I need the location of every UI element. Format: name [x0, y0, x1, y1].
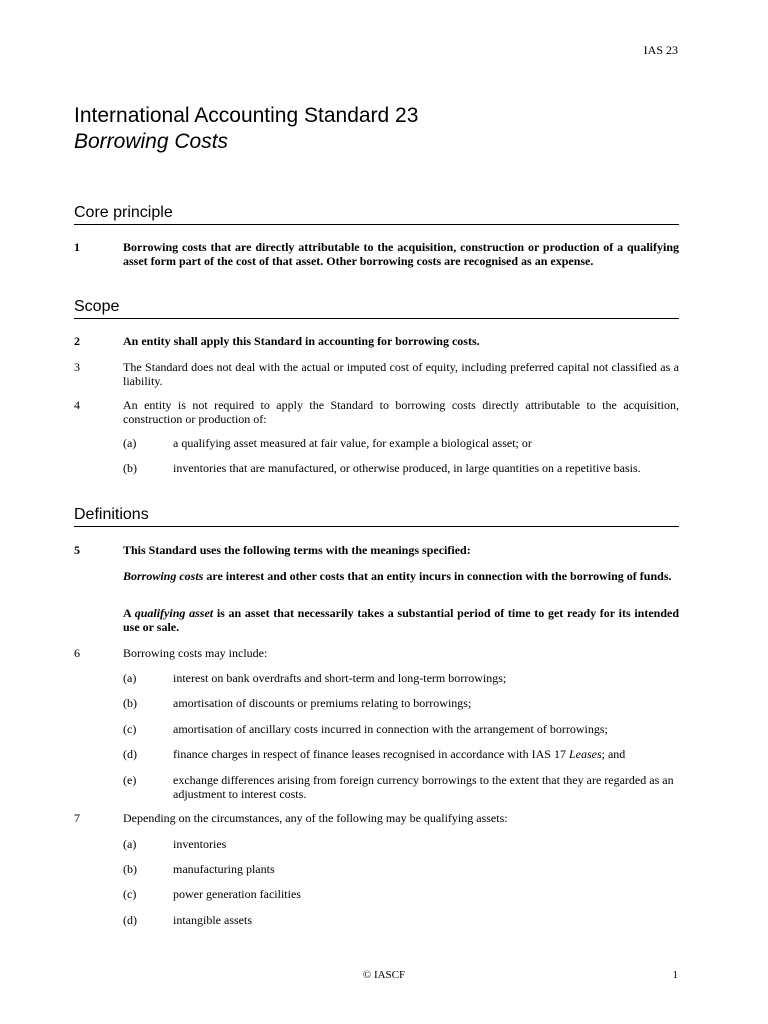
list-item — [123, 722, 679, 736]
list-item — [123, 913, 679, 927]
paragraph-number: 5 — [74, 543, 80, 557]
paragraph-1 — [74, 240, 679, 268]
list-item-text: amortisation of ancillary costs incurred in connection with the arrangement of borrowings; — [173, 722, 608, 736]
document-id: IAS 23 — [643, 43, 678, 57]
paragraph-number: 7 — [74, 811, 80, 825]
list-item-label: (b) — [123, 461, 137, 475]
definition-qualifying-asset — [74, 606, 679, 634]
list-item-text: amortisation of discounts or premiums relating to borrowings; — [173, 696, 472, 710]
definition-text: is an asset that necessarily takes a substantial period of time to get ready for its intended use or sale. — [123, 606, 680, 634]
list-item — [123, 887, 679, 901]
paragraph-text: Depending on the circumstances, any of the following may be qualifying assets: — [123, 811, 508, 825]
paragraph-number: 3 — [74, 360, 80, 374]
list-item — [123, 862, 679, 876]
paragraph-number: 6 — [74, 646, 80, 660]
list-item-text: inventories — [173, 837, 227, 851]
list-item-label: (c) — [123, 722, 137, 736]
paragraph-6 — [74, 646, 679, 660]
paragraph-3 — [74, 360, 679, 388]
paragraph-number: 4 — [74, 398, 80, 412]
list-item-label: (a) — [123, 671, 137, 685]
list-item — [123, 773, 679, 801]
list-item-text: a qualifying asset measured at fair value, for example a biological asset; or — [173, 436, 532, 450]
footer-copyright: © IASCF — [362, 969, 406, 981]
paragraph-text: The Standard does not deal with the actual or imputed cost of equity, including preferred capital not classified as a liability. — [123, 360, 679, 388]
list-item — [123, 696, 679, 710]
list-item-text: power generation facilities — [173, 887, 301, 901]
paragraph-text: Borrowing costs that are directly attributable to the acquisition, construction or production of a qualifying asset form part of the cost of that asset. Other borrowing costs are recognised as an expense. — [123, 240, 679, 268]
definition-borrowing-costs — [74, 569, 679, 583]
list-item-text: interest on bank overdrafts and short-term and long-term borrowings; — [173, 671, 507, 685]
paragraph-text: An entity shall apply this Standard in accounting for borrowing costs. — [123, 334, 480, 348]
list-item-text: intangible assets — [173, 913, 252, 927]
list-item — [123, 461, 679, 475]
definition-prefix: A — [123, 606, 135, 620]
section-heading-scope: Scope — [74, 297, 679, 319]
defined-term: qualifying asset — [134, 606, 214, 620]
title-block — [74, 103, 418, 155]
list-item-text: inventories that are manufactured, or otherwise produced, in large quantities on a repetitive basis. — [173, 461, 641, 475]
list-item — [123, 436, 679, 450]
paragraph-text: An entity is not required to apply the Standard to borrowing costs directly attributable to the acquisition, construction or production of: — [123, 398, 679, 426]
definition-text: are interest and other costs that an entity incurs in connection with the borrowing of funds. — [203, 569, 672, 583]
list-item — [123, 671, 679, 685]
list-item-text-end: ; and — [601, 747, 626, 761]
paragraph-2 — [74, 334, 679, 348]
list-item-label: (a) — [123, 837, 137, 851]
paragraph-text: Borrowing costs may include: — [123, 646, 268, 660]
section-heading-definitions: Definitions — [74, 505, 679, 527]
page-subtitle: Borrowing Costs — [74, 130, 229, 153]
list-item — [123, 837, 679, 851]
list-item-text: manufacturing plants — [173, 862, 275, 876]
list-item-label: (d) — [123, 747, 137, 761]
page-title: International Accounting Standard 23 — [74, 104, 419, 127]
defined-term: Borrowing costs — [123, 569, 204, 583]
paragraph-text: This Standard uses the following terms with the meanings specified: — [123, 543, 471, 557]
section-heading-core-principle: Core principle — [74, 203, 679, 225]
list-item-text: exchange differences arising from foreign currency borrowings to the extent that they are regarded as an adjustment to interest costs. — [173, 773, 674, 801]
paragraph-7 — [74, 811, 679, 825]
list-item-label: (b) — [123, 862, 137, 876]
paragraph-number: 1 — [74, 240, 80, 254]
list-item-label: (a) — [123, 436, 137, 450]
paragraph-number: 2 — [74, 334, 80, 348]
list-item — [123, 747, 679, 761]
page-number: 1 — [672, 969, 678, 981]
standard-title: Leases — [568, 747, 602, 761]
list-item-label: (b) — [123, 696, 137, 710]
list-item-label: (d) — [123, 913, 137, 927]
paragraph-5 — [74, 543, 679, 557]
list-item-label: (e) — [123, 773, 137, 787]
paragraph-4 — [74, 398, 679, 426]
list-item-text: finance charges in respect of finance leases recognised in accordance with IAS 17 — [173, 747, 569, 761]
list-item-label: (c) — [123, 887, 137, 901]
